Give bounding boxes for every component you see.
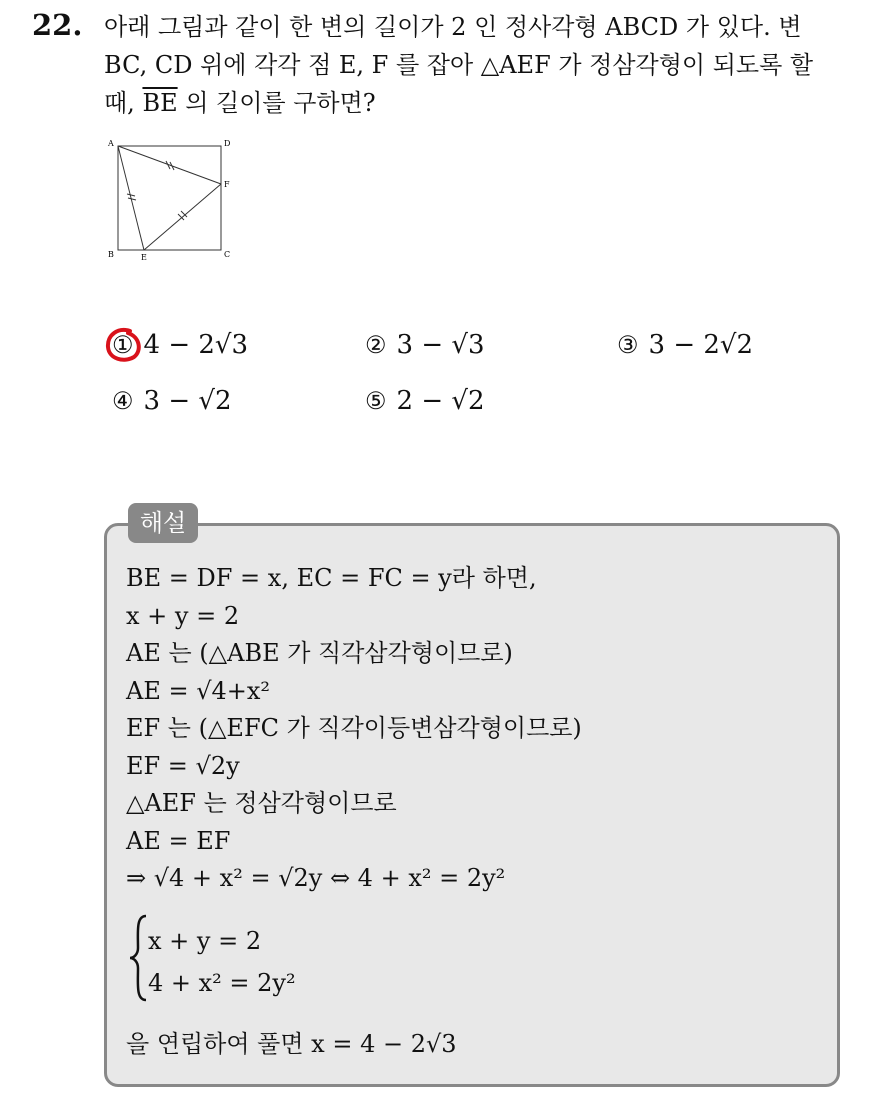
label-C: C xyxy=(224,250,231,259)
square-figure xyxy=(104,136,239,262)
choice-4[interactable]: ④ 3 − √2 xyxy=(112,386,232,416)
solution-line-3: AE 는 (△ABE 가 직각삼각형이므로) xyxy=(126,639,513,667)
solution-steps xyxy=(126,560,582,898)
choice-3[interactable]: ③ 3 − 2√2 xyxy=(617,330,754,360)
question-number: 22. xyxy=(32,8,83,42)
question-text xyxy=(104,8,864,122)
label-E: E xyxy=(141,253,147,262)
question-line-2: BC, CD 위에 각각 점 E, F 를 잡아 △AEF 가 정삼각형이 되도록 할 xyxy=(104,51,814,79)
solution-line-5: EF 는 (△EFC 가 직각이등변삼각형이므로) xyxy=(126,714,582,742)
solution-line-8: AE = EF xyxy=(126,826,231,855)
choice-2[interactable]: ② 3 − √3 xyxy=(365,330,485,360)
label-A: A xyxy=(108,139,114,148)
solution-tag: 해설 xyxy=(128,503,198,543)
choice-5[interactable]: ⑤ 2 − √2 xyxy=(365,386,485,416)
system-eq-1: x + y = 2 xyxy=(148,927,262,955)
label-D: D xyxy=(224,139,231,148)
choice-1[interactable]: ① 4 − 2√3 xyxy=(112,330,249,360)
solution-line-4: AE = √4+x² xyxy=(126,676,271,705)
solution-conclusion: 을 연립하여 풀면 x = 4 − 2√3 xyxy=(126,1030,457,1058)
system-equations xyxy=(148,920,296,1004)
label-F: F xyxy=(224,180,230,189)
segment-BE: $\overline{BE}$ xyxy=(142,89,178,117)
system-eq-2: 4 + x² = 2y² xyxy=(148,969,296,997)
label-B: B xyxy=(108,250,114,259)
solution-line-7: △AEF 는 정삼각형이므로 xyxy=(126,789,397,817)
solution-line-1: BE = DF = x, EC = FC = y라 하면, xyxy=(126,564,537,592)
question-line-3: 때, $\overline{BE}$ 의 길이를 구하면? xyxy=(104,89,376,117)
solution-line-2: x + y = 2 xyxy=(126,601,240,630)
solution-line-9: ⇒ √4 + x² = √2y ⇔ 4 + x² = 2y² xyxy=(126,864,506,892)
solution-line-6: EF = √2y xyxy=(126,751,240,780)
question-line-1: 아래 그림과 같이 한 변의 길이가 2 인 정사각형 ABCD 가 있다. 변 xyxy=(104,13,802,41)
